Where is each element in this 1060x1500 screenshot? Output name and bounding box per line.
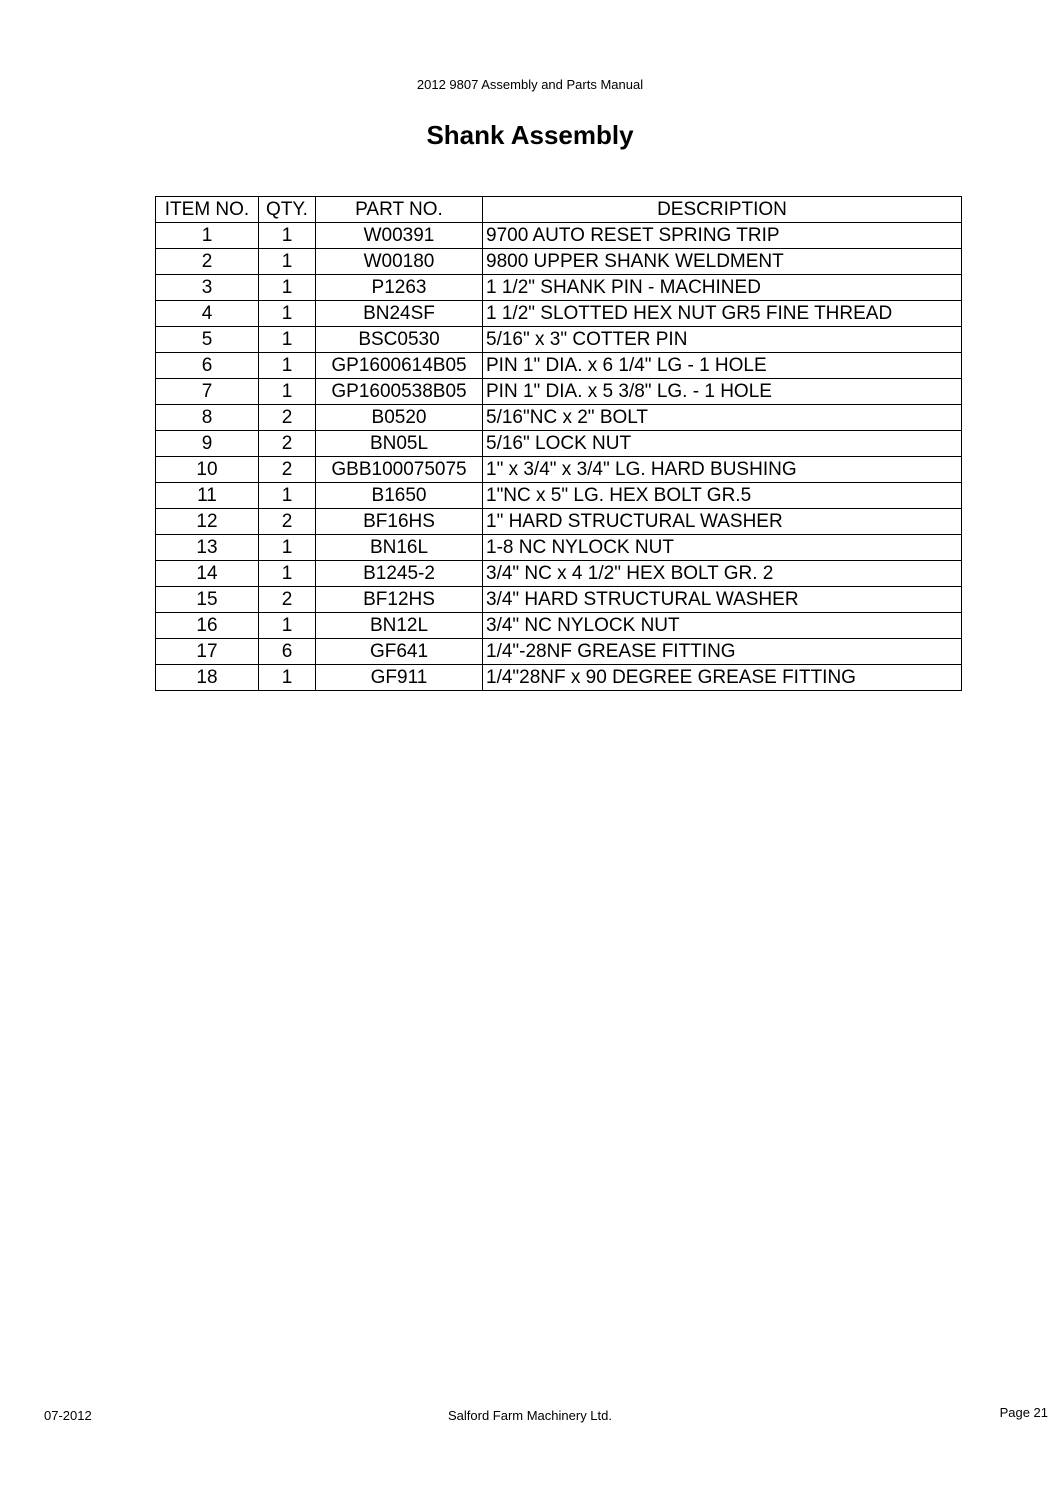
part-no-cell: BN12L — [316, 613, 483, 639]
table-row — [156, 587, 962, 613]
item-no-cell: 10 — [156, 457, 259, 483]
description-cell: 3/4" NC NYLOCK NUT — [483, 613, 962, 639]
description-cell: 9700 AUTO RESET SPRING TRIP — [483, 223, 962, 249]
qty-cell: 2 — [259, 457, 316, 483]
description-cell: 5/16" LOCK NUT — [483, 431, 962, 457]
description-cell: 1" x 3/4" x 3/4" LG. HARD BUSHING — [483, 457, 962, 483]
description-cell: 1/4"28NF x 90 DEGREE GREASE FITTING — [483, 665, 962, 691]
description-cell: 1/4"-28NF GREASE FITTING — [483, 639, 962, 665]
manual-title: 2012 9807 Assembly and Parts Manual — [416, 77, 644, 92]
item-no-cell: 9 — [156, 431, 259, 457]
item-no-cell: 3 — [156, 275, 259, 301]
table-row — [156, 639, 962, 665]
description-cell: 1-8 NC NYLOCK NUT — [483, 535, 962, 561]
table-row — [156, 353, 962, 379]
qty-cell: 1 — [259, 561, 316, 587]
part-no-cell: GP1600614B05 — [316, 353, 483, 379]
part-no-cell: BN05L — [316, 431, 483, 457]
column-header-description: DESCRIPTION — [483, 197, 962, 223]
description-cell: 5/16"NC x 2" BOLT — [483, 405, 962, 431]
description-cell: 1"NC x 5" LG. HEX BOLT GR.5 — [483, 483, 962, 509]
table-row — [156, 665, 962, 691]
table-row — [156, 275, 962, 301]
item-no-cell: 15 — [156, 587, 259, 613]
qty-cell: 2 — [259, 405, 316, 431]
qty-cell: 1 — [259, 353, 316, 379]
item-no-cell: 8 — [156, 405, 259, 431]
item-no-cell: 18 — [156, 665, 259, 691]
table-row — [156, 249, 962, 275]
qty-cell: 1 — [259, 327, 316, 353]
table-row — [156, 561, 962, 587]
part-no-cell: P1263 — [316, 275, 483, 301]
table-row — [156, 431, 962, 457]
item-no-cell: 4 — [156, 301, 259, 327]
qty-cell: 2 — [259, 587, 316, 613]
page-title: Shank Assembly — [426, 120, 634, 150]
part-no-cell: GP1600538B05 — [316, 379, 483, 405]
part-no-cell: BSC0530 — [316, 327, 483, 353]
description-cell: 5/16" x 3" COTTER PIN — [483, 327, 962, 353]
item-no-cell: 2 — [156, 249, 259, 275]
table-row — [156, 509, 962, 535]
qty-cell: 1 — [259, 301, 316, 327]
table-row — [156, 483, 962, 509]
qty-cell: 1 — [259, 223, 316, 249]
table-header-row — [156, 197, 962, 223]
description-cell: PIN 1" DIA. x 5 3/8" LG. - 1 HOLE — [483, 379, 962, 405]
description-cell: 1 1/2" SLOTTED HEX NUT GR5 FINE THREAD — [483, 301, 962, 327]
table-row — [156, 379, 962, 405]
table-row — [156, 457, 962, 483]
column-header-item-no: ITEM NO. — [156, 197, 259, 223]
qty-cell: 6 — [259, 639, 316, 665]
table-row — [156, 405, 962, 431]
qty-cell: 1 — [259, 275, 316, 301]
part-no-cell: GBB100075075 — [316, 457, 483, 483]
item-no-cell: 12 — [156, 509, 259, 535]
description-cell: 9800 UPPER SHANK WELDMENT — [483, 249, 962, 275]
footer-page-number: Page 21 — [999, 1405, 1048, 1420]
table-row — [156, 223, 962, 249]
part-no-cell: BF16HS — [316, 509, 483, 535]
footer-date: 07-2012 — [44, 1408, 92, 1423]
item-no-cell: 13 — [156, 535, 259, 561]
qty-cell: 2 — [259, 509, 316, 535]
part-no-cell: B0520 — [316, 405, 483, 431]
item-no-cell: 11 — [156, 483, 259, 509]
part-no-cell: BN16L — [316, 535, 483, 561]
qty-cell: 1 — [259, 483, 316, 509]
item-no-cell: 14 — [156, 561, 259, 587]
item-no-cell: 7 — [156, 379, 259, 405]
part-no-cell: BF12HS — [316, 587, 483, 613]
description-cell: 1 1/2" SHANK PIN - MACHINED — [483, 275, 962, 301]
table-row — [156, 613, 962, 639]
item-no-cell: 1 — [156, 223, 259, 249]
parts-table-body — [156, 223, 962, 691]
part-no-cell: B1245-2 — [316, 561, 483, 587]
qty-cell: 2 — [259, 431, 316, 457]
table-row — [156, 327, 962, 353]
item-no-cell: 16 — [156, 613, 259, 639]
table-row — [156, 535, 962, 561]
qty-cell: 1 — [259, 249, 316, 275]
item-no-cell: 5 — [156, 327, 259, 353]
item-no-cell: 6 — [156, 353, 259, 379]
part-no-cell: GF641 — [316, 639, 483, 665]
parts-table — [155, 196, 962, 691]
description-cell: 1" HARD STRUCTURAL WASHER — [483, 509, 962, 535]
part-no-cell: W00391 — [316, 223, 483, 249]
part-no-cell: W00180 — [316, 249, 483, 275]
column-header-qty: QTY. — [259, 197, 316, 223]
description-cell: 3/4" NC x 4 1/2" HEX BOLT GR. 2 — [483, 561, 962, 587]
description-cell: PIN 1" DIA. x 6 1/4" LG - 1 HOLE — [483, 353, 962, 379]
part-no-cell: B1650 — [316, 483, 483, 509]
column-header-part-no: PART NO. — [316, 197, 483, 223]
qty-cell: 1 — [259, 379, 316, 405]
item-no-cell: 17 — [156, 639, 259, 665]
qty-cell: 1 — [259, 535, 316, 561]
qty-cell: 1 — [259, 665, 316, 691]
part-no-cell: GF911 — [316, 665, 483, 691]
part-no-cell: BN24SF — [316, 301, 483, 327]
qty-cell: 1 — [259, 613, 316, 639]
table-row — [156, 301, 962, 327]
footer-company: Salford Farm Machinery Ltd. — [447, 1408, 612, 1423]
description-cell: 3/4" HARD STRUCTURAL WASHER — [483, 587, 962, 613]
